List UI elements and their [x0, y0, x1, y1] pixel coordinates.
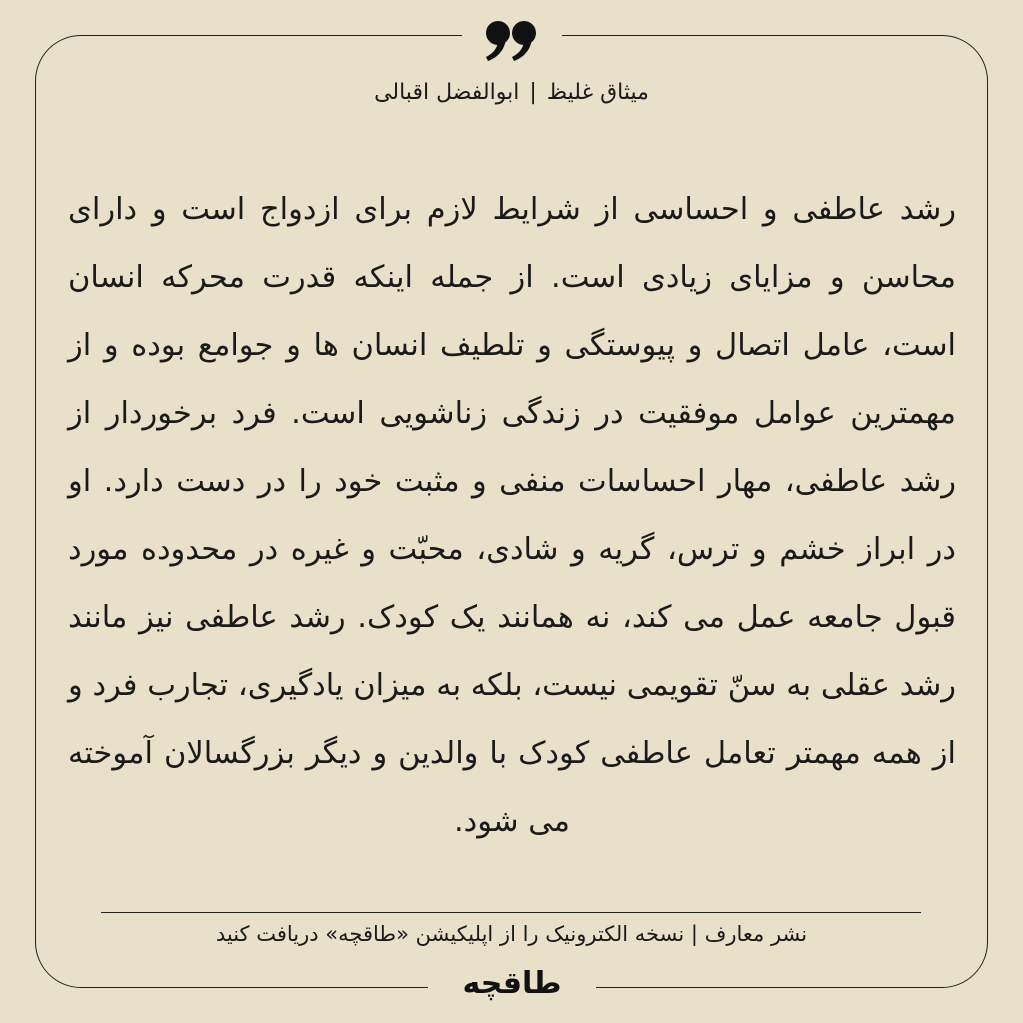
- taaghche-logo[interactable]: طاقچه: [462, 966, 562, 1001]
- book-author: ابوالفضل اقبالی: [374, 80, 520, 105]
- book-info: [0, 80, 1023, 105]
- footer-text: نشر معارف | نسخه الکترونیک را از اپلیکیشن «طاقچه» دریافت کنید: [215, 922, 808, 946]
- book-title: میثاق غلیظ: [546, 80, 649, 105]
- book-info-separator: |: [529, 80, 537, 105]
- excerpt-text: رشد عاطفی و احساسی از شرایط لازم برای ازدواج است و دارای محاسن و مزایای زیادی است. از جمله اینکه قدرت محرکه انسان است، عامل اتصال و پیوستگی و تلطیف انسان ها و جوامع بوده و از مهمترین عوامل موفقیت در زندگی زناشویی است. فرد برخوردار از رشد عاطفی، مهار احساسات منفی و مثبت خود را در دست دارد. او در ابراز خشم و ترس، گریه و شادی، محبّت و غیره در محدوده مورد قبول جامعه عمل می کند، نه همانند یک کودک. رشد عاطفی نیز مانند رشد عقلی به سنّ تقویمی نیست، بلکه به میزان یادگیری، تجارب فرد و از همه مهمتر تعامل عاطفی کودک با والدین و دیگر بزرگسالان آموخته می شود.: [68, 192, 956, 839]
- footer-divider: [101, 912, 921, 913]
- quote-icon: [484, 20, 540, 62]
